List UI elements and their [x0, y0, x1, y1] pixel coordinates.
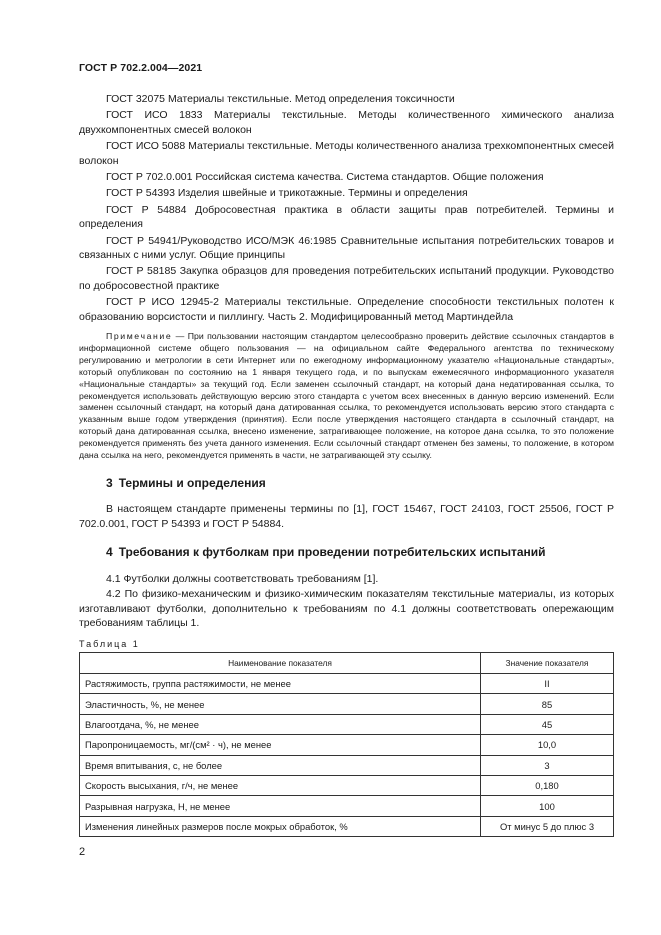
indicator-value: От минус 5 до плюс 3: [481, 816, 614, 836]
note-paragraph: [79, 331, 614, 462]
note-block: [79, 331, 614, 462]
indicator-name: Разрывная нагрузка, Н, не менее: [80, 796, 481, 816]
indicator-value: 10,0: [481, 735, 614, 755]
reference-item: ГОСТ ИСО 5088 Материалы текстильные. Методы количественного анализа трехкомпонентных смесей волокон: [79, 140, 614, 167]
note-text: — При пользовании настоящим стандартом целесообразно проверить действие ссылочных стандартов в информационной системе общего пользования — на официальном сайте Федерального агентства по техническому регулированию и метрологии в сети Интернет или по ежегодному информационному указателю «Национальные стандарты», который опубликован по состоянию на 1 января текущего года, и по выпускам ежемесячного информационного указателя «Национальные стандарты» за текущий год. Если заменен ссылочный стандарт, на который дана недатированная ссылка, то рекомендуется использовать действующую версию этого стандарта с учетом всех внесенных в данную версию изменений. Если заменен ссылочный стандарт, на который дана датированная ссылка, то рекомендуется использовать версию этого стандарта с указанным выше годом утверждения (принятия). Если после утверждения настоящего стандарта в ссылочный стандарт, на который дана датированная ссылка, внесено изменение, затрагивающее положение, на которое дана ссылка, то это положение рекомендуется применять без учета данного изменения. Если ссылочный стандарт отменен без замены, то положение, в котором дана ссылка на него, рекомендуется применять в части, не затрагивающей эту ссылку.: [79, 331, 614, 461]
table-row: [80, 816, 614, 836]
indicator-name: Эластичность, %, не менее: [80, 694, 481, 714]
section-3-number: 3: [106, 476, 113, 490]
references-list: [79, 92, 614, 326]
table-row: [80, 694, 614, 714]
table-row: [80, 775, 614, 795]
table-row: [80, 755, 614, 775]
section-3-heading: [106, 476, 266, 490]
requirements-table: [79, 652, 614, 837]
reference-item: ГОСТ Р 702.0.001 Российская система качества. Система стандартов. Общие положения: [106, 171, 544, 184]
indicator-value: 45: [481, 714, 614, 734]
table-row: [80, 735, 614, 755]
reference-item: ГОСТ ИСО 1833 Материалы текстильные. Методы количественного химического анализа двухкомпонентных смесей волокон: [79, 109, 614, 136]
indicator-value: 100: [481, 796, 614, 816]
indicator-name: Растяжимость, группа растяжимости, не менее: [80, 674, 481, 694]
table-header-cell: Значение показателя: [481, 653, 614, 674]
document-header: ГОСТ Р 702.2.004—2021: [79, 62, 203, 74]
section-4-paragraph-1: 4.1 Футболки должны соответствовать требованиям [1].: [106, 573, 379, 585]
indicator-name: Влагоотдача, %, не менее: [80, 714, 481, 734]
section-4-title: Требования к футболкам при проведении потребительских испытаний: [118, 545, 546, 559]
indicator-name: Паропроницаемость, мг/(см² · ч), не менее: [80, 735, 481, 755]
indicator-value: 0,180: [481, 775, 614, 795]
indicator-value: 85: [481, 694, 614, 714]
table-header-row: [80, 653, 614, 674]
reference-item: ГОСТ Р 54884 Добросовестная практика в области защиты прав потребителей. Термины и определения: [79, 203, 614, 231]
section-4-number: 4: [106, 545, 113, 559]
indicator-name: Время впитывания, с, не более: [80, 755, 481, 775]
section-4-heading: [106, 545, 546, 559]
section-4-paragraph-2: 4.2 По физико-механическим и физико-химическим показателям текстильные материалы, из которых изготавливают футболки, дополнительно к требованиям по 4.1 должны соответствовать опережающим требованиям таблицы 1.: [79, 588, 614, 630]
reference-item: ГОСТ Р 54941/Руководство ИСО/МЭК 46:1985 Сравнительные испытания потребительских товаров и связанных с ними услуг. Общие принципы: [79, 234, 614, 262]
table-header-cell: Наименование показателя: [80, 653, 481, 674]
table-row: [80, 674, 614, 694]
reference-item: ГОСТ Р 54393 Изделия швейные и трикотажные. Термины и определения: [106, 187, 468, 200]
section-3-text: В настоящем стандарте применены термины по [1], ГОСТ 15467, ГОСТ 24103, ГОСТ 25506, ГОСТ Р 702.0.001, ГОСТ Р 54393 и ГОСТ Р 54884.: [79, 503, 614, 530]
section-3-title: Термины и определения: [118, 476, 266, 490]
reference-item: ГОСТ Р ИСО 12945-2 Материалы текстильные. Определение способности текстильных полотен к образованию ворсистости и пиллингу. Часть 2. Модифицированный метод Мартиндейла: [79, 296, 614, 323]
reference-item: ГОСТ 32075 Материалы текстильные. Метод определения токсичности: [106, 93, 455, 105]
reference-item: ГОСТ Р 58185 Закупка образцов для проведения потребительских испытаний продукции. Руководство по добросовестной практике: [79, 265, 614, 292]
table-row: [80, 796, 614, 816]
indicator-value: 3: [481, 755, 614, 775]
table-row: [80, 714, 614, 734]
indicator-value: II: [481, 674, 614, 694]
table-caption: Таблица 1: [79, 639, 140, 649]
page-number: 2: [79, 846, 86, 858]
indicator-name: Изменения линейных размеров после мокрых обработок, %: [80, 816, 481, 836]
indicator-name: Скорость высыхания, г/ч, не менее: [80, 775, 481, 795]
note-label: Примечание: [106, 331, 173, 341]
